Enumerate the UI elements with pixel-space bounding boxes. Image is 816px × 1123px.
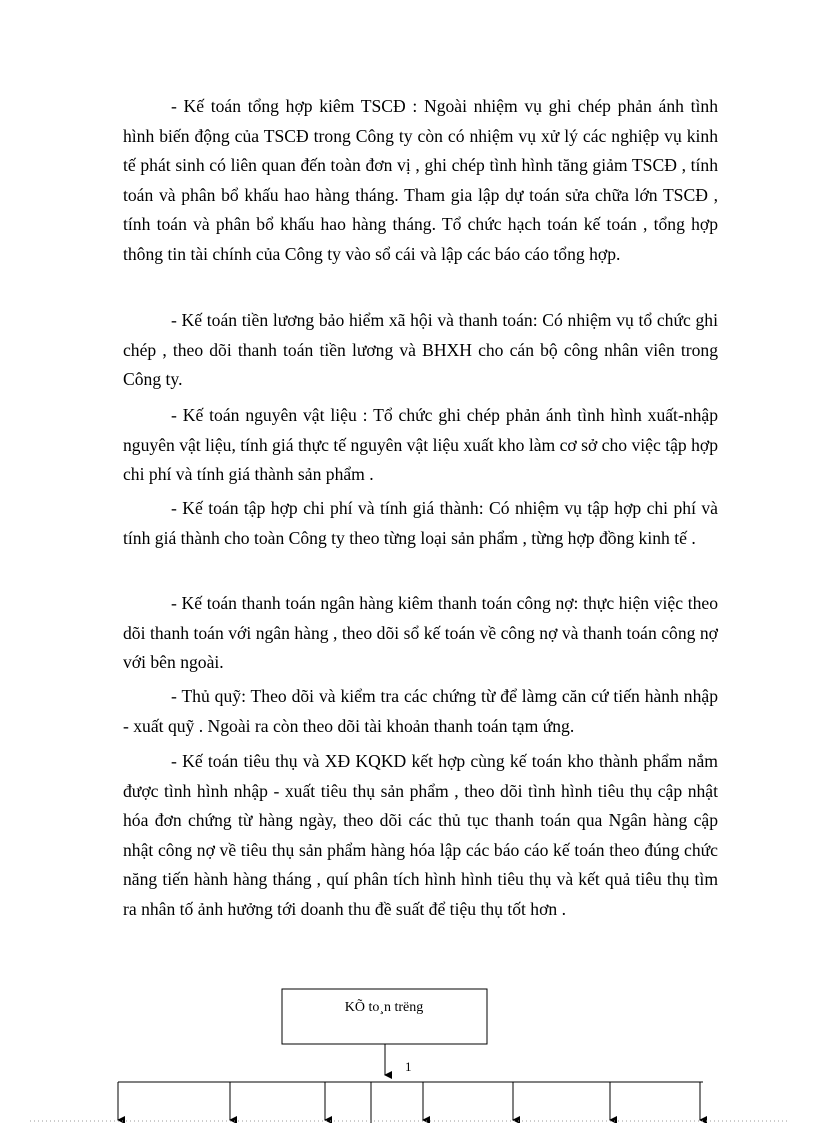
paragraph-bank-accountant: - Kế toán thanh toán ngân hàng kiêm thanh toán công nợ: thực hiện việc theo dõi thanh toán với ngân hàng , theo dõi sổ kế toán về công nợ và thanh toán công nợ với bên ngoài. xyxy=(123,593,718,673)
chief-accountant-label: KÕ to¸n trëng xyxy=(344,1000,424,1015)
paragraph-cost-accountant: - Kế toán tập hợp chi phí và tính giá thành: Có nhiệm vụ tập hợp chi phí và tính giá thành cho toàn Công ty theo từng loại sản phẩm , từng hợp đồng kinh tế . xyxy=(123,498,718,548)
org-chart-diagram xyxy=(0,980,816,1123)
paragraph-sales-accountant: - Kế toán tiêu thụ và XĐ KQKD kết hợp cùng kế toán kho thành phẩm nắm được tình hình nhập - xuất tiêu thụ sản phẩm , theo dõi tình hình tiêu thụ cập nhật hóa đơn chứng từ hàng ngày, theo dõi các thủ tục thanh toán qua Ngân hàng cập nhật công nợ về tiêu thụ sản phẩm hàng hóa lập các báo cáo kế toán theo đúng chức năng tiến hành hàng tháng , quí phân tích hình hình tiêu thụ và kết quả tiêu thụ tìm ra nhân tố ảnh hưởng tới doanh thu đề suất để tiệu thụ tốt hơn . xyxy=(123,751,718,919)
chief-accountant-box xyxy=(282,989,487,1044)
paragraph-general-accountant: - Kế toán tổng hợp kiêm TSCĐ : Ngoài nhiệm vụ ghi chép phản ánh tình hình biến động của TSCĐ trong Công ty còn có nhiệm vụ xử lý các nghiệp vụ kinh tế phát sinh có liên quan đến toàn đơn vị , ghi chép tình hình tăng giảm TSCĐ , tính toán và phân bổ khấu hao hàng tháng. Tham gia lập dự toán sửa chữa lớn TSCĐ , tính toán và phân bổ khấu hao hàng tháng. Tổ chức hạch toán kế toán , tổng hợp thông tin tài chính của Công ty vào sổ cái và lập các báo cáo tổng hợp. xyxy=(123,96,718,264)
connector-number-label: 1 xyxy=(405,1059,412,1074)
paragraph-materials-accountant: - Kế toán nguyên vật liệu : Tổ chức ghi chép phản ánh tình hình xuất-nhập nguyên vật liệu, tính giá thực tế nguyên vật liệu xuất kho làm cơ sở cho việc tập hợp chi phí và tính giá thành sản phẩm . xyxy=(123,405,718,485)
paragraph-treasurer: - Thủ quỹ: Theo dõi và kiểm tra các chứng từ để làmg căn cứ tiến hành nhập - xuất quỹ . Ngoài ra còn theo dõi tài khoản thanh toán tạm ứng. xyxy=(123,686,718,736)
paragraph-payroll-accountant: - Kế toán tiền lương bảo hiểm xã hội và thanh toán: Có nhiệm vụ tổ chức ghi chép , theo dõi thanh toán tiền lương và BHXH cho cán bộ công nhân viên trong Công ty. xyxy=(123,310,718,390)
